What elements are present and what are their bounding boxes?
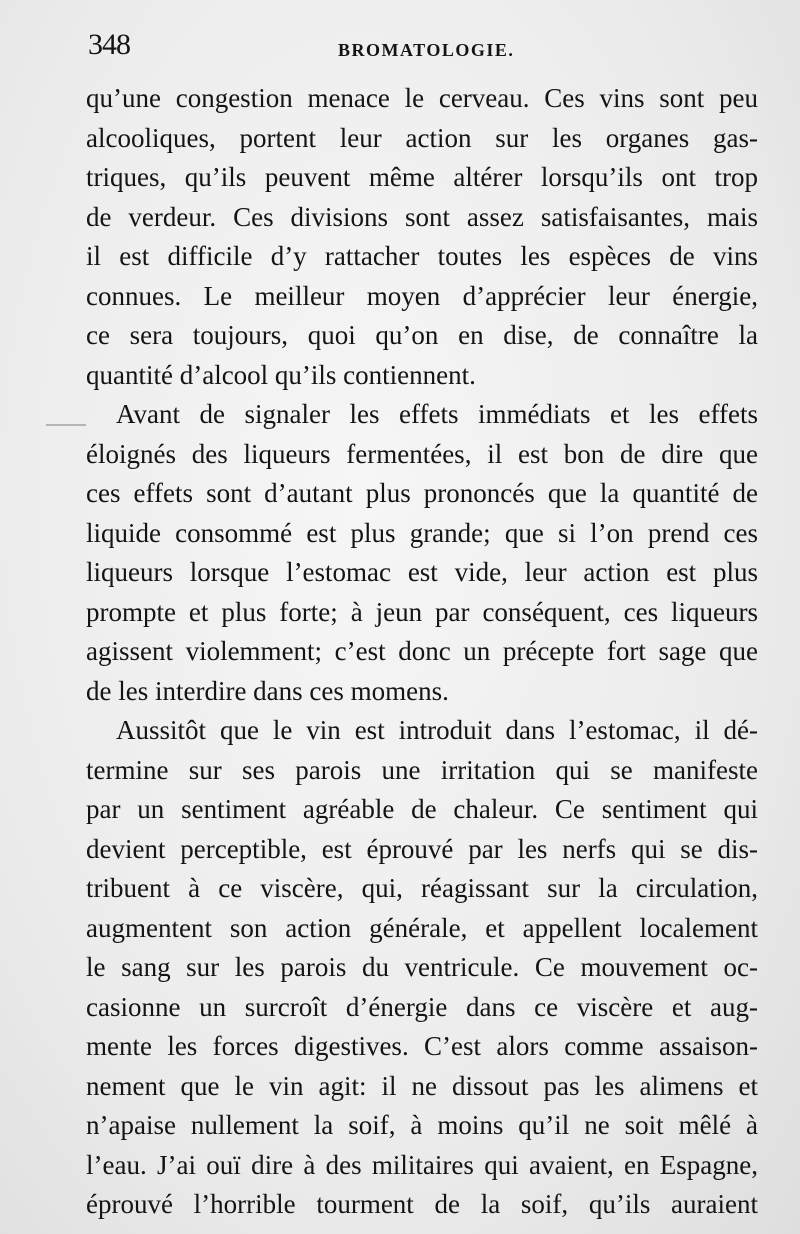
text-line: devient perceptible, est éprouvé par les nerfs qui se dis- xyxy=(86,833,758,864)
text-line: éloignés des liqueurs fermentées, il est bon de dire que xyxy=(86,438,758,469)
text-line: de les interdire dans ces momens. xyxy=(86,675,449,706)
paragraph-3 xyxy=(86,711,758,1225)
text-line: augmentent son action générale, et appellent localement xyxy=(86,912,758,943)
text-line: de verdeur. Ces divisions sont assez satisfaisantes, mais xyxy=(86,201,758,232)
text-line: ces effets sont d’autant plus prononcés que la quantité de xyxy=(86,478,758,508)
body-text xyxy=(86,79,758,1225)
text-line: mente les forces digestives. C’est alors comme assaison- xyxy=(86,1031,758,1061)
text-line: il est difficile d’y rattacher toutes les espèces de vins xyxy=(86,241,758,271)
text-line: tribuent à ce viscère, qui, réagissant sur la circulation, xyxy=(86,873,758,903)
text-line: le sang sur les parois du ventricule. Ce mouvement oc- xyxy=(86,952,758,982)
text-line: casionne un surcroît d’énergie dans ce viscère et aug- xyxy=(86,991,758,1022)
running-head: BROMATOLOGIE. xyxy=(338,40,515,60)
text-line: qu’une congestion menace le cerveau. Ces vins sont peu xyxy=(86,83,758,113)
text-line: par un sentiment agréable de chaleur. Ce sentiment qui xyxy=(86,794,758,824)
text-line: Aussitôt que le vin est introduit dans l’estomac, il dé- xyxy=(116,715,758,745)
page-header xyxy=(88,28,758,68)
text-line: ce sera toujours, quoi qu’on en dise, de connaître la xyxy=(86,320,758,350)
text-line: n’apaise nullement la soif, à moins qu’il ne soit mêlé à xyxy=(86,1110,758,1140)
text-line: l’eau. J’ai ouï dire à des militaires qui avaient, en Espagne, xyxy=(86,1149,758,1180)
text-line: nement que le vin agit: il ne dissout pas les alimens et xyxy=(86,1070,758,1101)
page-number: 348 xyxy=(88,28,130,61)
text-line: prompte et plus forte; à jeun par conséquent, ces liqueurs xyxy=(86,596,758,627)
text-line: connues. Le meilleur moyen d’apprécier leur énergie, xyxy=(86,280,758,311)
text-line: quantité d’alcool qu’ils contiennent. xyxy=(86,359,476,390)
text-line: liqueurs lorsque l’estomac est vide, leur action est plus xyxy=(86,557,758,587)
text-line: termine sur ses parois une irritation qui se manifeste xyxy=(86,754,758,785)
text-line: Avant de signaler les effets immédiats et les effets xyxy=(116,399,758,429)
text-line: agissent violemment; c’est donc un précepte fort sage que xyxy=(86,636,758,666)
paragraph-1 xyxy=(86,79,758,395)
text-line: alcooliques, portent leur action sur les organes gas- xyxy=(86,122,758,153)
margin-pencil-mark xyxy=(46,424,86,426)
text-line: éprouvé l’horrible tourment de la soif, qu’ils auraient xyxy=(86,1189,758,1219)
text-line: triques, qu’ils peuvent même altérer lorsqu’ils ont trop xyxy=(86,162,758,192)
text-line: liquide consommé est plus grande; que si l’on prend ces xyxy=(86,517,758,548)
paragraph-2 xyxy=(86,395,758,711)
